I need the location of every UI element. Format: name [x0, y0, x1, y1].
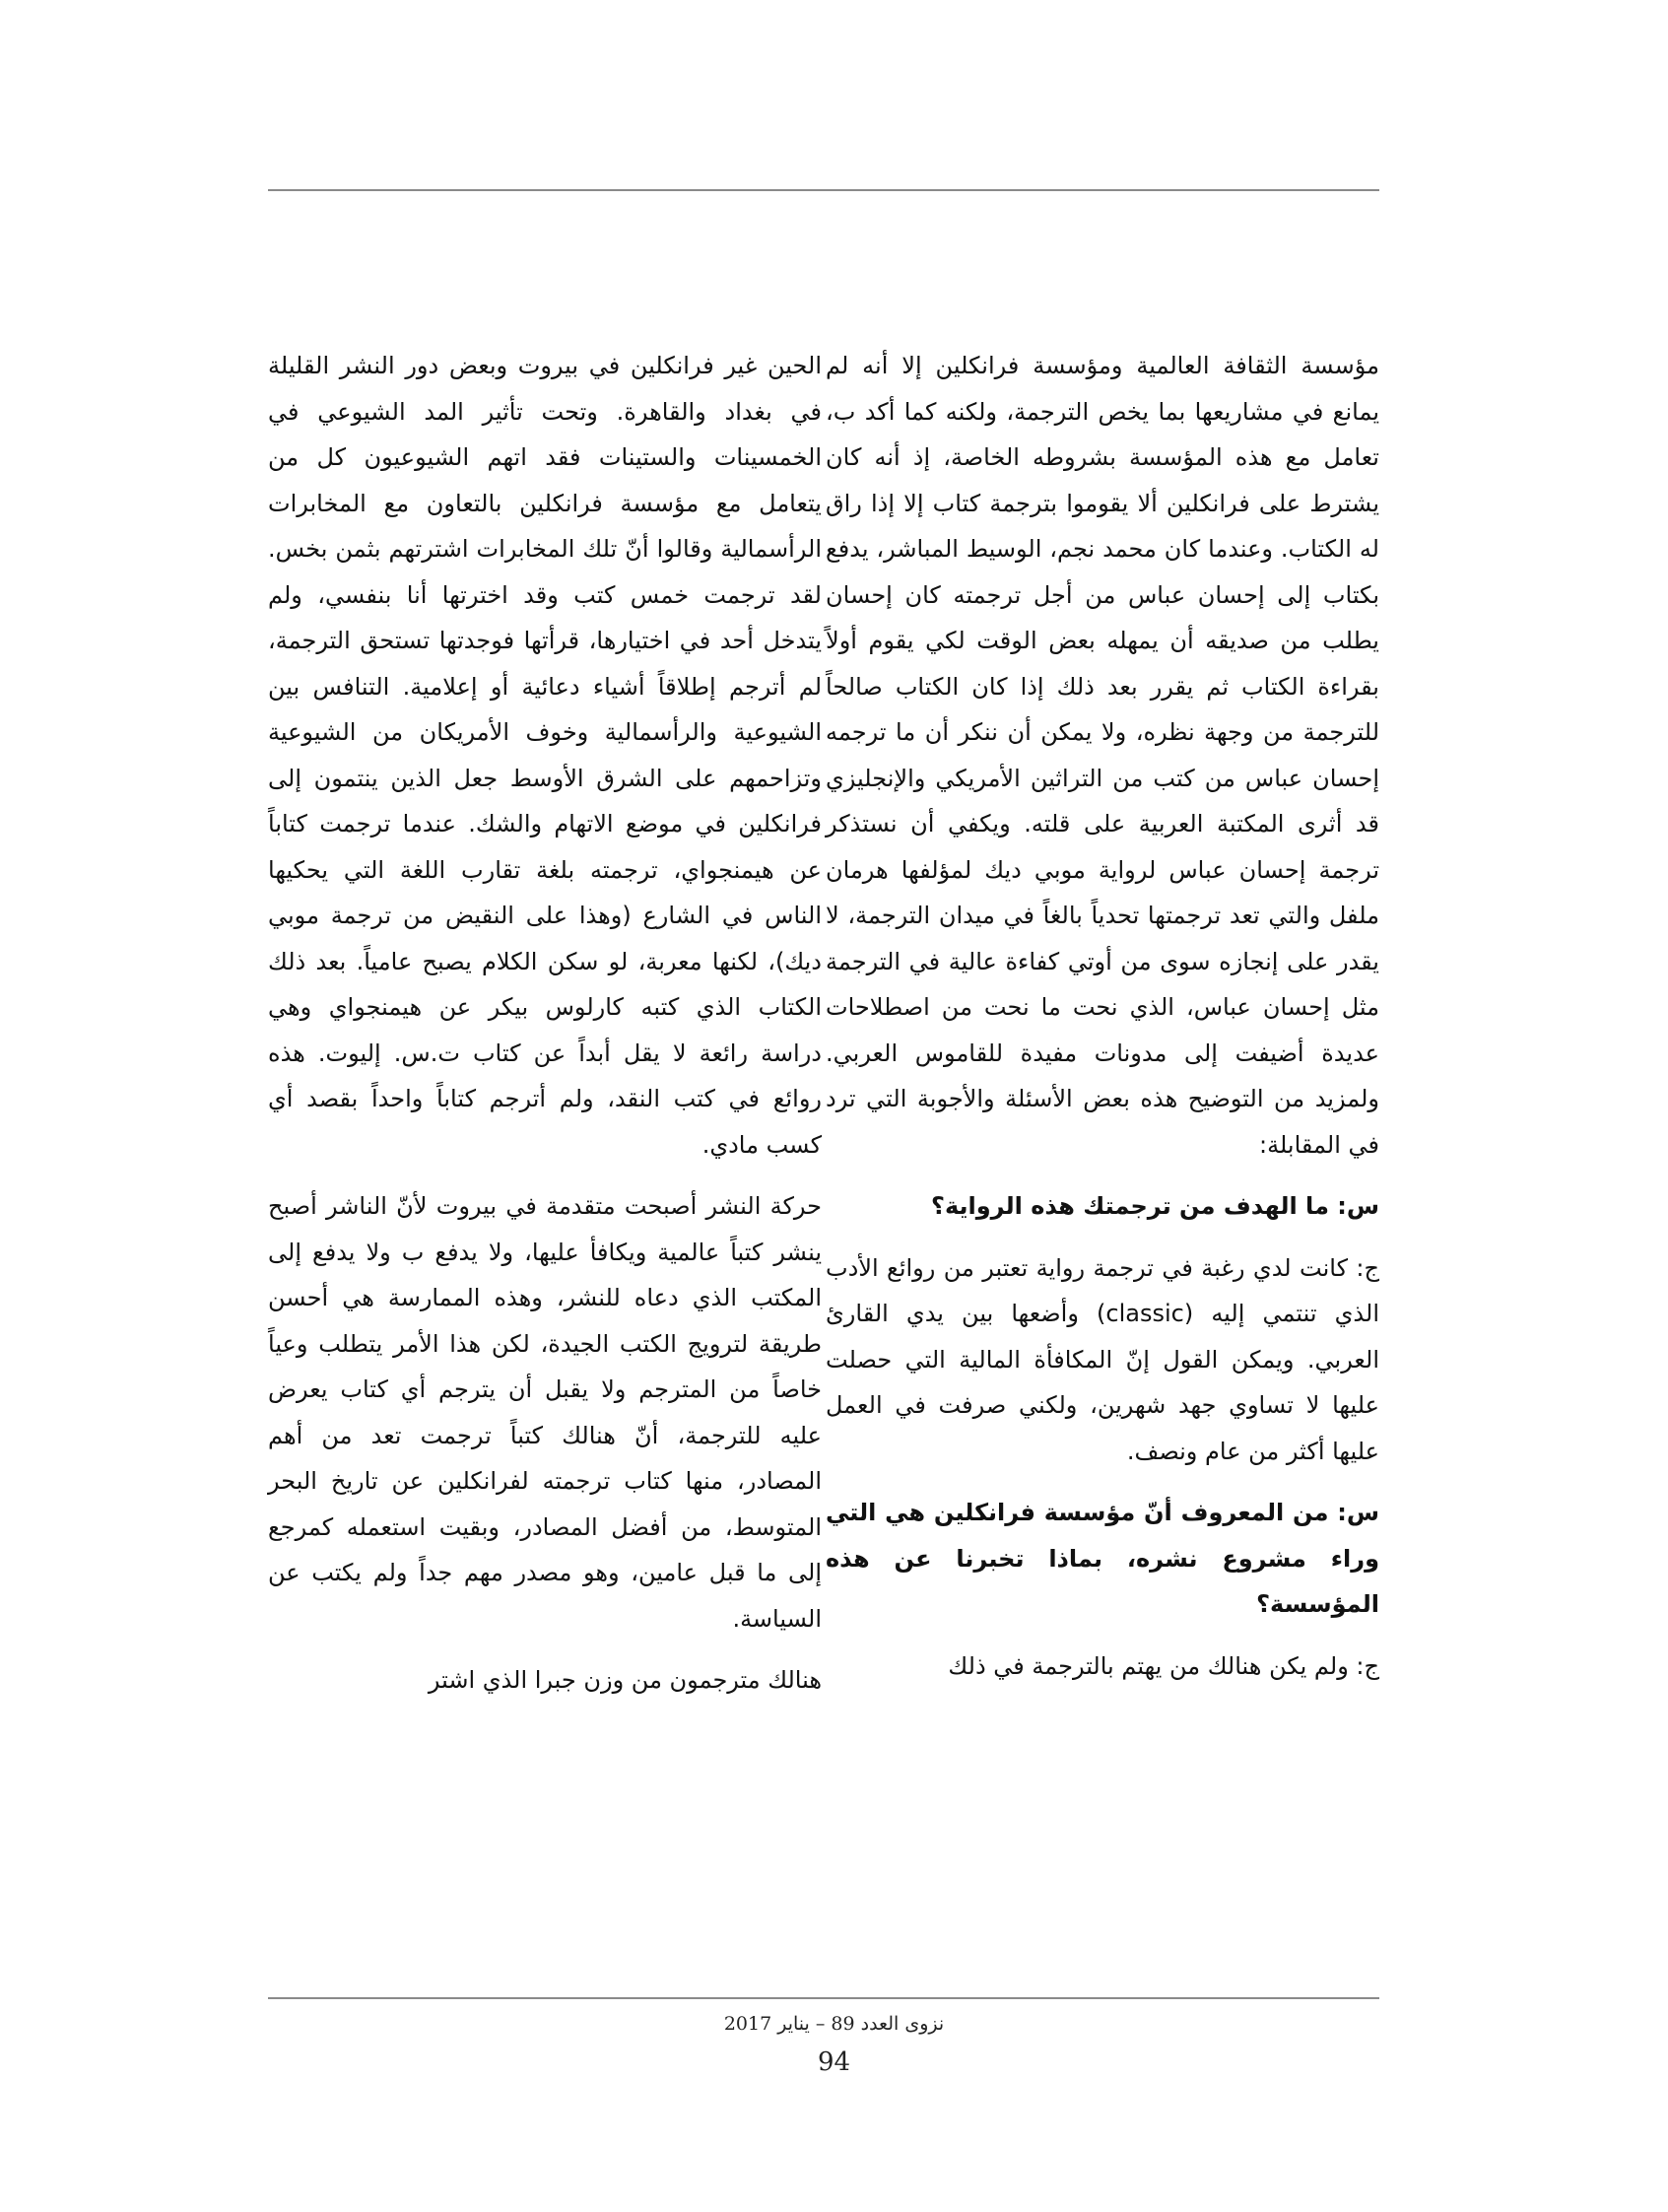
- right-column: [826, 343, 1379, 1705]
- top-rule: [268, 189, 1379, 191]
- left-column: [268, 343, 822, 1719]
- question-heading: س: ما الهدف من ترجمتك هذه الرواية؟: [931, 1192, 1379, 1220]
- paragraph: حركة النشر أصبحت متقدمة في بيروت لأنّ الناشر أصبح ينشر كتباً عالمية ويكافأ عليها، ولا يدفع ب ولا يدفع إلى المكتب الذي دعاه للنشر، وهذه الممارسة هي أحسن طريقة لترويج الكتب الجيدة، لكن هذا الأمر يتطلب وعياً خاصاً من المترجم ولا يقبل أن يترجم أي كتاب يعرض عليه للترجمة، أنّ هنالك كتباً ترجمت تعد من أهم المصادر، منها كتاب ترجمته لفرانكلين عن تاريخ البحر المتوسط، من أفضل المصادر، وبقيت استعمله كمرجع إلى ما قبل عامين، وهو مصدر مهم جداً ولم يكتب عن السياسة.: [268, 1192, 822, 1633]
- paragraph: هنالك مترجمون من وزن جبرا الذي اشتر: [428, 1666, 822, 1694]
- question-heading: س: من المعروف أنّ مؤسسة فرانكلين هي التي وراء مشروع نشره، بماذا تخبرنا عن هذه المؤسسة؟: [826, 1499, 1379, 1618]
- page-number: 94: [817, 2047, 851, 2077]
- paragraph: مؤسسة الثقافة العالمية ومؤسسة فرانكلين إلا أنه لم يمانع في مشاريعها بما يخص الترجمة، ولكنه كما أكد ب، تعامل مع هذه المؤسسة بشروطه الخاصة، إذ أنه كان يشترط على فرانكلين ألا يقوموا بترجمة كتاب إلا إذا راق له الكتاب. وعندما كان محمد نجم، الوسيط المباشر، يدفع بكتاب إلى إحسان عباس من أجل ترجمته كان إحسان يطلب من صديقه أن يمهله بعض الوقت لكي يقوم أولاً بقراءة الكتاب ثم يقرر بعد ذلك إذا كان الكتاب صالحاً للترجمة من وجهة نظره، ولا يمكن أن ننكر أن ما ترجمه إحسان عباس من كتب من التراثين الأمريكي والإنجليزي قد أثرى المكتبة العربية على قلته. ويكفي أن نستذكر ترجمة إحسان عباس لرواية موبي ديك لمؤلفها هرمان ملفل والتي تعد ترجمتها تحدياً بالغاً في ميدان الترجمة، لا يقدر على إنجازه سوى من أوتي كفاءة عالية في الترجمة مثل إحسان عباس، الذي نحت ما نحت من اصطلاحات عديدة أضيفت إلى مدونات مفيدة للقاموس العربي. ولمزيد من التوضيح هذه بعض الأسئلة والأجوبة التي ترد في المقابلة:: [826, 352, 1379, 1159]
- bottom-rule: [268, 1997, 1379, 1999]
- paragraph: ج: كانت لدي رغبة في ترجمة رواية تعتبر من روائع الأدب الذي تنتمي إليه (classic) وأضعها بين يدي القارئ العربي. ويمكن القول إنّ المكافأة المالية التي حصلت عليها لا تساوي جهد شهرين، ولكني صرفت في العمل عليها أكثر من عام ونصف.: [826, 1253, 1380, 1465]
- paragraph: الحين غير فرانكلين في بيروت وبعض دور النشر القليلة في بغداد والقاهرة. وتحت تأثير المد الشيوعي في الخمسينات والستينات فقد اتهم الشيوعيون كل من يتعامل مع مؤسسة فرانكلين بالتعاون مع المخابرات الرأسمالية وقالوا أنّ تلك المخابرات اشترتهم بثمن بخس. لقد ترجمت خمس كتب وقد اخترتها أنا بنفسي، ولم يتدخل أحد في اختيارها، قرأتها فوجدتها تستحق الترجمة، لم أترجم إطلاقاً أشياء دعائية أو إعلامية. التنافس بين الشيوعية والرأسمالية وخوف الأمريكان من الشيوعية وتزاحمهم على الشرق الأوسط جعل الذين ينتمون إلى فرانكلين في موضع الاتهام والشك. عندما ترجمت كتاباً عن هيمنجواي، ترجمته بلغة تقارب اللغة التي يحكيها الناس في الشارع (وهذا على النقيض من ترجمة موبي ديك)، لكنها معربة، لو سكن الكلام يصبح عامياً. بعد ذلك الكتاب الذي كتبه كارلوس بيكر عن هيمنجواي وهي دراسة رائعة لا يقل أبداً عن كتاب ت.س. إليوت. هذه روائع في كتب النقد، ولم أترجم كتاباً واحداً بقصد أي كسب مادي.: [268, 352, 822, 1159]
- paragraph: ج: ولم يكن هنالك من يهتم بالترجمة في ذلك: [948, 1651, 1379, 1680]
- issue-caption: نزوى العدد 89 – يناير 2017: [723, 2013, 945, 2035]
